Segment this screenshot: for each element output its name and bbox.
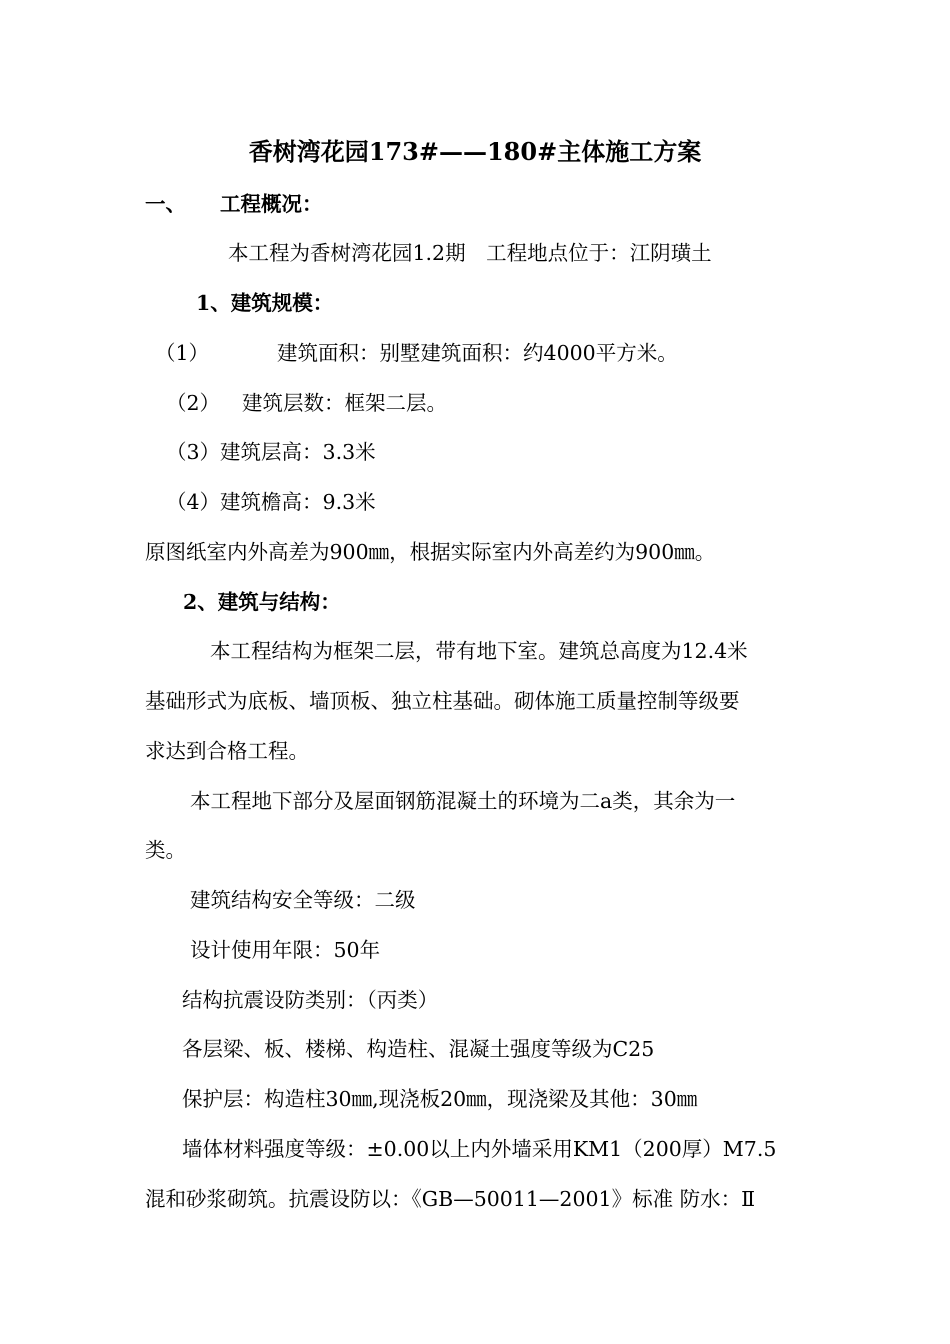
paragraph-line: 本工程结构为框架二层，带有地下室。建筑总高度为12.4米 bbox=[210, 639, 748, 663]
list-item bbox=[166, 488, 831, 516]
paragraph-line: 类。 bbox=[145, 838, 186, 862]
subheading-structure: 2、建筑与结构： bbox=[183, 590, 341, 614]
document-title: 香树湾花园173#——180#主体施工方案 bbox=[248, 137, 702, 166]
paragraph-line: 求达到合格工程。 bbox=[145, 739, 309, 763]
concrete-grade: 各层梁、板、楼梯、构造柱、混凝土强度等级为C25 bbox=[182, 1037, 655, 1061]
list-item bbox=[166, 389, 831, 417]
list-item-number: （3） bbox=[166, 440, 221, 464]
height-note: 原图纸室内外高差为900㎜，根据实际室内外高差约为900㎜。 bbox=[145, 540, 716, 564]
paragraph-line: 墙体材料强度等级：±0.00以上内外墙采用KM1（200厚）M7.5 bbox=[182, 1137, 777, 1161]
list-item-text: 建筑层数：框架二层。 bbox=[242, 391, 448, 415]
list-item bbox=[155, 339, 820, 367]
section-heading-overview bbox=[145, 190, 810, 218]
safety-level: 建筑结构安全等级：二级 bbox=[190, 888, 416, 912]
subheading-scale: 1、建筑规模： bbox=[196, 291, 334, 315]
list-item-number: （4） bbox=[166, 490, 221, 514]
list-item bbox=[166, 438, 831, 466]
service-life: 设计使用年限：50年 bbox=[190, 938, 381, 962]
protective-cover: 保护层：构造柱30㎜,现浇板20㎜，现浇梁及其他：30㎜ bbox=[182, 1087, 698, 1111]
paragraph-line: 混和砂浆砌筑。抗震设防以：《GB—50011—2001》标准 防水：Ⅱ bbox=[145, 1187, 756, 1211]
section-number: 一、 bbox=[145, 192, 186, 216]
overview-paragraph: 本工程为香树湾花园1.2期 工程地点位于：江阴璜土 bbox=[228, 241, 712, 265]
list-item-text: 建筑层高：3.3米 bbox=[220, 440, 376, 464]
list-item-text: 建筑檐高：9.3米 bbox=[220, 490, 376, 514]
list-item-number: （1） bbox=[155, 341, 210, 365]
paragraph-line: 基础形式为底板、墙顶板、独立柱基础。砌体施工质量控制等级要 bbox=[145, 689, 740, 713]
paragraph-line: 本工程地下部分及屋面钢筋混凝土的环境为二a类，其余为一 bbox=[190, 789, 736, 813]
seismic-category: 结构抗震设防类别：（丙类） bbox=[182, 988, 439, 1012]
list-item-text: 建筑面积：别墅建筑面积：约4000平方米。 bbox=[277, 341, 678, 365]
section-label: 工程概况： bbox=[220, 192, 323, 216]
list-item-number: （2） bbox=[166, 391, 221, 415]
